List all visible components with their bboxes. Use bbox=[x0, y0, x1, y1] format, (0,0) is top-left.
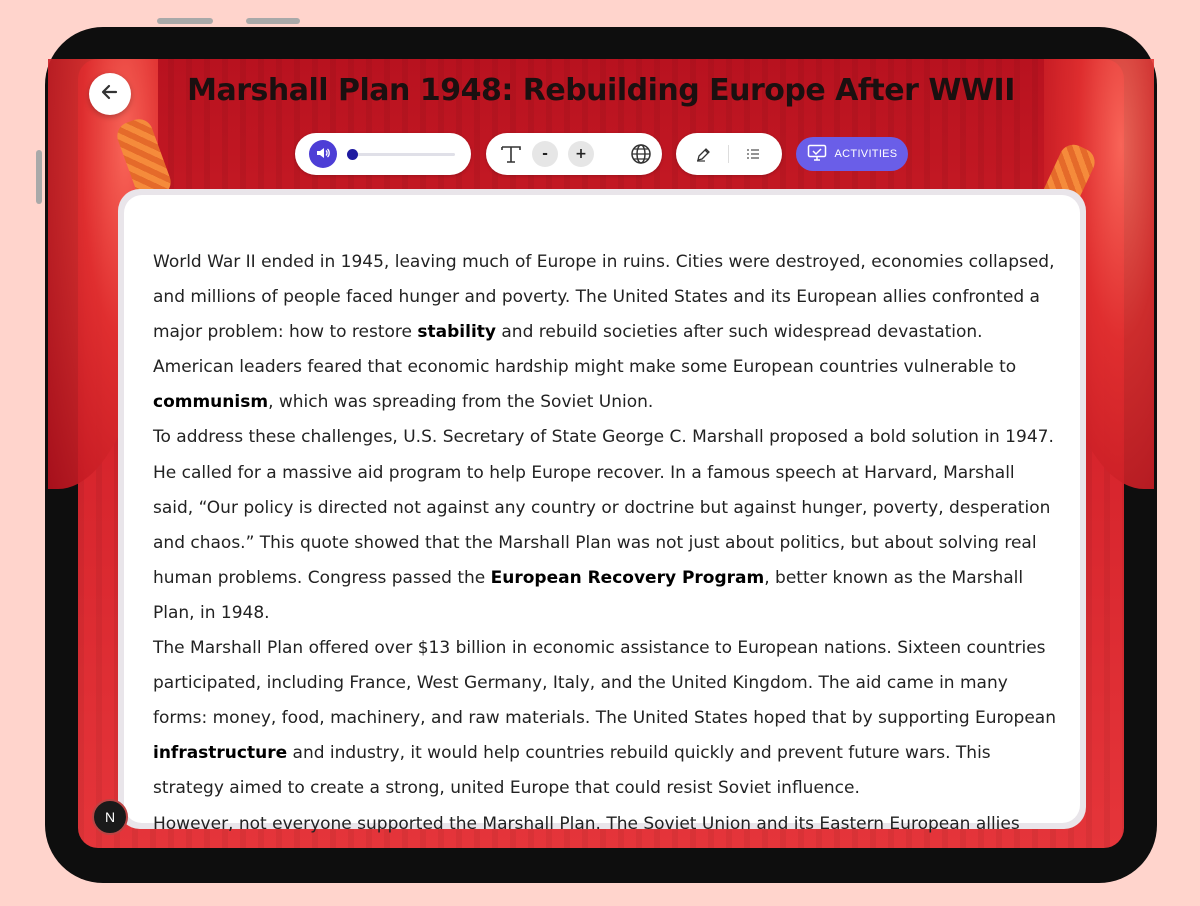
article-paragraph: The Marshall Plan offered over $13 billion in economic assistance to European nations. Sixteen countries participated, including France, West Germany, Italy, and the United Kingdom. The aid came in many forms: money, food, machinery, and raw materials. The United States hoped that by supporting European infrastructure and industry, it would help countries rebuild quickly and prevent future wars. This strategy aimed to create a strong, united Europe that could resist Soviet influence. bbox=[153, 638, 1056, 799]
vocab-term[interactable]: communism bbox=[153, 392, 269, 413]
increase-text-button[interactable]: + bbox=[568, 141, 594, 167]
vocab-term[interactable]: infrastructure bbox=[153, 743, 288, 764]
toolbar-divider bbox=[728, 145, 729, 163]
audio-player bbox=[295, 133, 471, 175]
text-controls bbox=[486, 133, 662, 175]
activities-label: ACTIVITIES bbox=[834, 148, 898, 160]
pencil-icon[interactable] bbox=[696, 147, 711, 162]
tablet-side-button bbox=[36, 150, 42, 204]
vocab-term[interactable]: European Recovery Program bbox=[490, 567, 765, 588]
reading-panel[interactable] bbox=[124, 195, 1080, 834]
monitor-check-icon bbox=[807, 144, 827, 165]
globe-icon[interactable] bbox=[630, 143, 652, 165]
audio-progress-knob[interactable] bbox=[347, 149, 358, 160]
vocab-term[interactable]: stability bbox=[417, 322, 496, 343]
speaker-icon bbox=[316, 145, 330, 164]
tablet-top-button-1 bbox=[157, 18, 213, 24]
audio-progress-slider[interactable] bbox=[347, 153, 455, 156]
tablet-frame bbox=[45, 27, 1157, 883]
decrease-text-button[interactable]: - bbox=[532, 141, 558, 167]
article-paragraph: World War II ended in 1945, leaving much of Europe in ruins. Cities were destroyed, economies collapsed, and millions of people faced hunger and poverty. The United States and its European allies confronted a major problem: how to restore stability and rebuild societies after such widespread devastation. American leaders feared that economic hardship might make some European countries vulnerable to communism, which was spreading from the Soviet Union. bbox=[153, 252, 1055, 413]
app-screen bbox=[78, 59, 1124, 848]
audio-play-button[interactable] bbox=[309, 140, 337, 168]
article-paragraph: To address these challenges, U.S. Secretary of State George C. Marshall proposed a bold solution in 1947. He called for a massive aid program to help Europe recover. In a famous speech at Harvard, Marshall said, “Our policy is directed not against any country or doctrine but against hunger, poverty, desperation and chaos.” This quote showed that the Marshall Plan was not just about politics, but about solving real human problems. Congress passed the European Recovery Program, better known as the Marshall Plan, in 1948. bbox=[153, 427, 1054, 623]
app-badge[interactable]: N bbox=[92, 799, 128, 835]
list-icon[interactable] bbox=[746, 148, 760, 160]
annotation-tools bbox=[676, 133, 782, 175]
reading-card bbox=[118, 189, 1086, 834]
tablet-top-button-2 bbox=[246, 18, 300, 24]
article-paragraph: However, not everyone supported the Marshall Plan. The Soviet Union and its Eastern European allies bbox=[153, 813, 1020, 834]
text-size-icon[interactable] bbox=[500, 144, 522, 164]
page-title: Marshall Plan 1948: Rebuilding Europe After WWII bbox=[187, 73, 1015, 108]
article-text bbox=[153, 245, 1058, 842]
activities-button[interactable] bbox=[796, 137, 908, 171]
